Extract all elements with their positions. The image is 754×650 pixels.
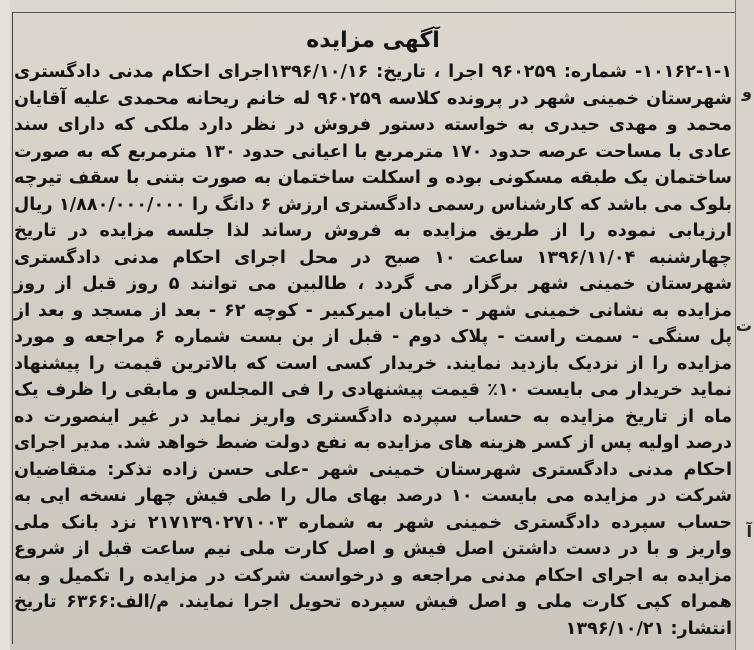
adjacent-column-glyph: آ — [746, 522, 752, 541]
page-margin — [0, 0, 10, 650]
column-rule — [12, 12, 13, 644]
adjacent-column-glyph: ت — [735, 316, 752, 335]
adjacent-column-glyph: و — [742, 82, 752, 101]
top-rule — [12, 12, 744, 13]
notice-title: آگهی مزایده — [306, 28, 440, 53]
auction-notice — [14, 28, 732, 642]
notice-body: ۱۰۱۶۲-۱-۱- شماره: ۹۶۰۲۵۹ اجرا ، تاریخ: ۱۳۹۶/۱۰/۱۶اجرای احکام مدنی دادگستری شهرستان خمینی شهر در پرونده کلاسه ۹۶۰۲۵۹ له خانم ریحانه محمدی علیه آقایان محمد و مهدی حیدری به خواسته دستور فروش در نظر دارد ملکی که دارای سند عادی با مساحت عرصه حدود ۱۷۰ مترمربع با اعیانی حدود ۱۳۰ مترمربع که به صورت ساختمان یک طبقه مسکونی بوده و اسکلت ساختمان به صورت بتنی با سقف تیرچه بلوک می باشد که کارشناس رسمی دادگستری ارزش ۶ دانگ را ۱/۸۸۰/۰۰۰/۰۰۰ ریال ارزیابی نموده را از طریق مزایده به فروش رساند لذا جلسه مزایده در تاریخ چهارشنبه ۱۳۹۶/۱۱/۰۴ ساعت ۱۰ صبح در محل اجرای احکام مدنی دادگستری شهرستان خمینی شهر برگزار می گردد ، طالبین می توانند ۵ روز قبل از روز مزایده به نشانی خمینی شهر - خیابان امیرکبیر - کوچه ۶۲ - بعد از مسجد و بعد از پل سنگی - سمت راست - پلاک دوم - قبل از بن بست شماره ۶ مراجعه و مورد مزایده را از نزدیک بازدید نمایند. خریدار کسی است که بالاترین قیمت را پیشنهاد نماید خریدار می بایست ۱۰٪ قیمت پیشنهادی را فی المجلس و مابقی را ظرف یک ماه از تاریخ مزایده به حساب سپرده دادگستری واریز نماید در غیر اینصورت ده درصد اولیه پس از کسر هزینه های مزایده به نفع دولت ضبط خواهد شد. مدیر اجرای احکام مدنی دادگستری شهرستان خمینی شهر -علی حسن زاده تذکر: متقاضیان شرکت در مزایده می بایست ۱۰ درصد بهای مال را طی فیش چهار نسخه ایی به حساب سپرده دادگستری خمینی شهر به شماره ۲۱۷۱۳۹۰۲۷۱۰۰۳ نزد بانک ملی واریز و با در دست داشتن اصل فیش و اصل کارت ملی نیم ساعت قبل از شروع مزایده به اجرای احکام مدنی مراجعه و درخواست شرکت در مزایده را تکمیل و به همراه کپی کارت ملی و اصل فیش سپرده تحویل اجرا نمایند. م/الف:۶۳۶۶ تاریخ انتشار: ۱۳۹۶/۱۰/۲۱ — [14, 62, 733, 639]
adjacent-column-edge — [735, 0, 754, 650]
